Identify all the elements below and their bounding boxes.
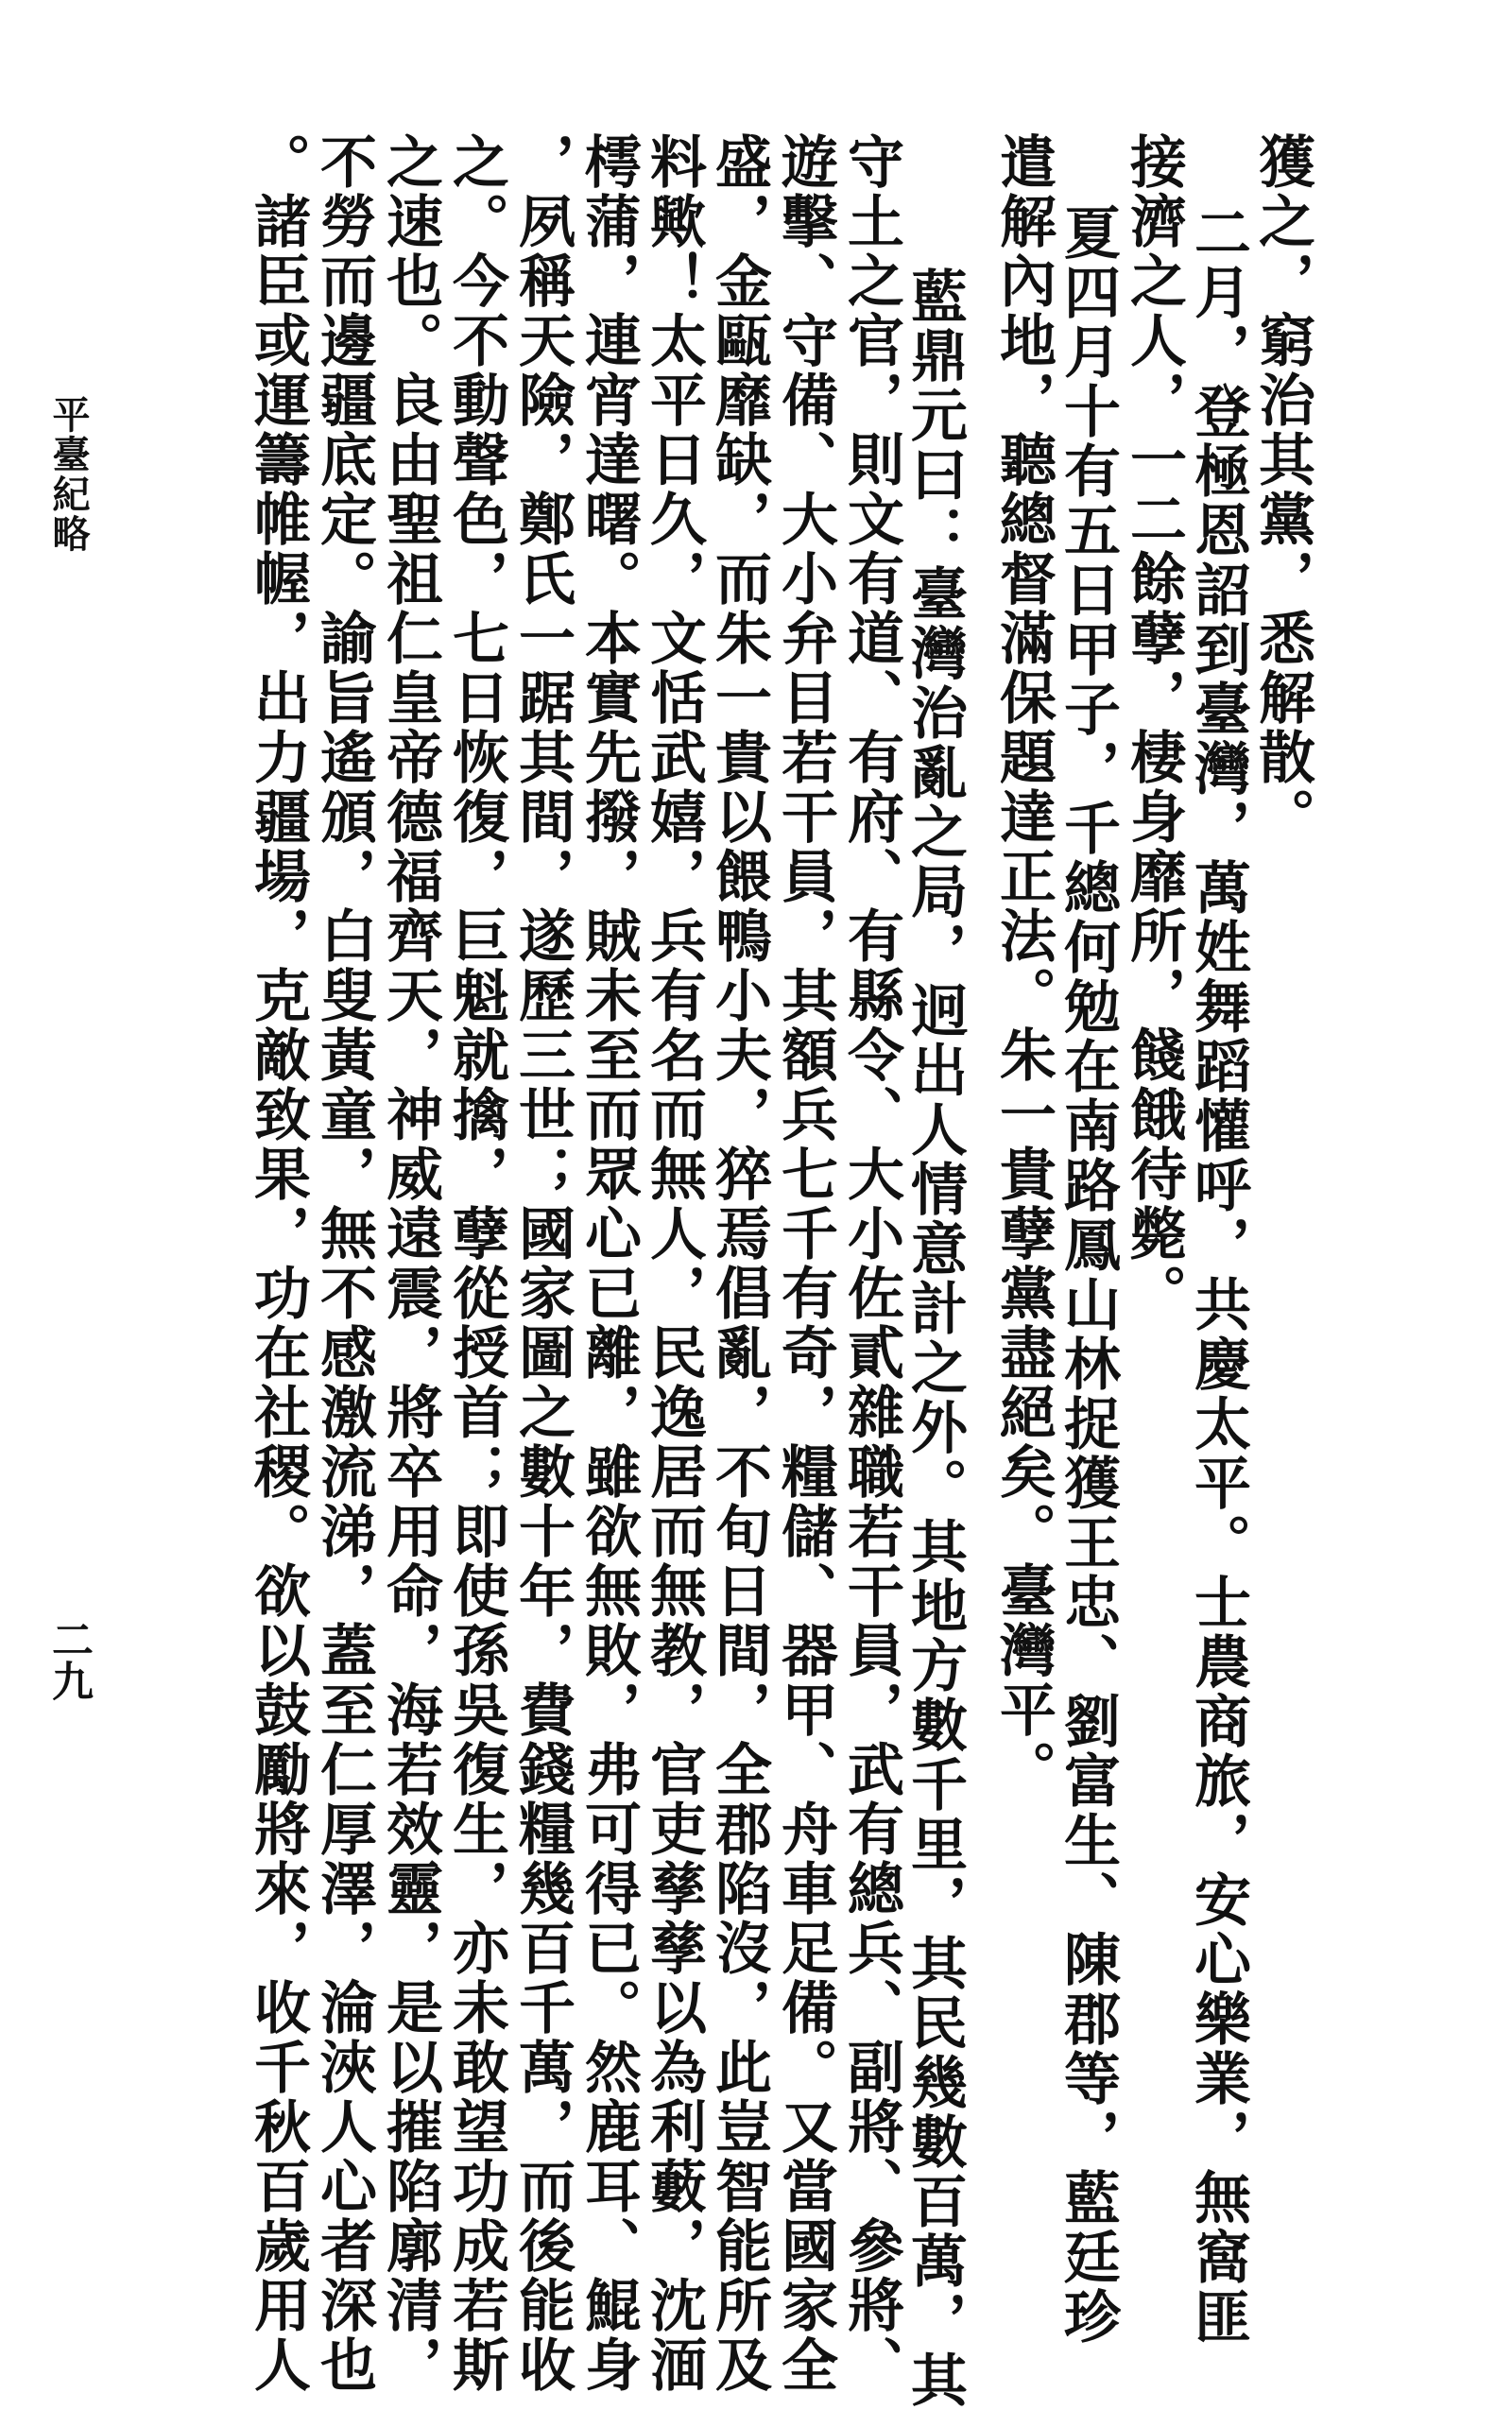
text-column-1: 獲之，窮治其黨，悉解散。 [1249, 132, 1315, 847]
text-column-5: 遣解內地，聽總督滿保題達正法。朱一貴孽黨盡絕矣。臺灣平。 [990, 132, 1057, 1799]
text-column-3: 接濟之人，一二餘孽，棲身靡所，餞餓待斃。 [1121, 132, 1187, 1323]
text-column-13: 之。今不動聲色，七日恢復，巨魁就擒，孽從授首；即使孫吳復生，亦未敢望功成若斯 [443, 132, 509, 2395]
text-column-9: 盛，金甌靡缺，而朱一貴以餵鴨小夫，猝焉倡亂，不旬日間，全郡陷沒，此豈智能所及 [706, 132, 772, 2395]
text-column-8: 遊擊、守備、大小弁目若干員，其額兵七千有奇，糧儲、器甲、舟車足備。又當國家全 [772, 132, 838, 2395]
text-column-4: 夏四月十有五日甲子，千總何勉在南路鳳山林捉獲王忠、劉富生、陳郡等，藍廷珍 [1055, 203, 1121, 2347]
text-column-14: 之速也。良由聖祖仁皇帝德福齊天，神威遠震，將卒用命，海若效靈，是以摧陷廓清， [377, 132, 443, 2395]
text-column-10: 料歟！太平日久，文恬武嬉，兵有名而無人，民逸居而無教，官吏孳孳以為利藪，沈湎 [641, 132, 707, 2395]
running-title: 平臺紀略 [46, 395, 91, 554]
text-column-15: 不勞而邊疆底定。諭旨遙頒，白叟黃童，無不感激流涕，蓋至仁厚澤，淪浹人心者深也 [311, 132, 377, 2395]
text-column-11: 樗蒲，連宵達曙。本實先撥，賊未至而眾心已離，雖欲無敗，弗可得已。然鹿耳、鯤身 [576, 132, 642, 2395]
text-column-16: 。諸臣或運籌帷幄，出力疆場，克敵致果，功在社稷。欲以鼓勵將來，收千秋百歲用人 [245, 132, 311, 2395]
text-column-6: 藍鼎元曰：臺灣治亂之局，迥出人情意計之外。其地方數千里，其民幾數百萬，其 [902, 267, 968, 2410]
text-column-2: 二月，登極恩詔到臺灣，萬姓舞蹈懽呼，共慶太平。士農商旅，安心樂業，無窩匪 [1185, 203, 1251, 2347]
text-column-12: ，夙稱天險，鄭氏一踞其間，遂歷三世；國家圖之數十年，費錢糧幾百千萬，而後能收 [509, 132, 576, 2395]
page-number: 二九 [44, 1618, 93, 1701]
text-column-7: 守土之官，則文有道、有府、有縣令、大小佐貳雜職若干員，武有總兵、副將、參將、 [838, 132, 904, 2395]
